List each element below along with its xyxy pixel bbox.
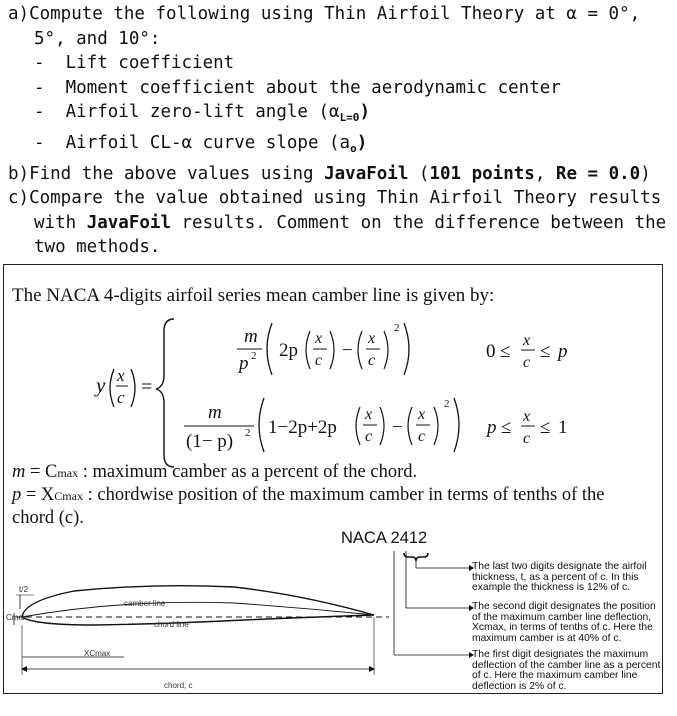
eq-cond1-le: ≤ — [500, 341, 511, 362]
eq-row2-x2: x — [418, 406, 426, 423]
eq-cond2-le: ≤ — [501, 417, 512, 438]
eq-row2-sq: 2 — [245, 427, 251, 439]
digits-brace — [404, 553, 428, 561]
eq-row1-x: x — [315, 330, 323, 347]
eq-row1-c: c — [315, 352, 323, 369]
eq-cond1-x: x — [523, 332, 531, 349]
bullet-item: - Airfoil zero-lift angle $(\alpha_{L=0})$ — [34, 102, 370, 125]
camber-line — [22, 602, 374, 617]
eq-y: y — [96, 373, 106, 397]
bullet-item: - Lift coefficient — [34, 53, 235, 74]
eq-row2-c: c — [365, 428, 373, 445]
eq-row1-sq2: 2 — [394, 322, 400, 334]
eq-cond2-x: x — [523, 408, 531, 425]
eq-cond2-le2: ≤ — [540, 417, 551, 438]
eq-row2-m: m — [208, 402, 222, 423]
eq-row2-sq2: 2 — [444, 398, 450, 410]
label-t-half: t/2 — [19, 585, 28, 594]
eq-row1-sq: 2 — [251, 350, 257, 362]
eq-x: x — [117, 366, 125, 385]
eq-cond1-p: p — [558, 341, 568, 362]
eq-row1-x2: x — [368, 330, 376, 347]
note-thickness: The last two digits designate the airfoil thickness, t, as a percent of c. In this example the thickness is 12% of c. — [472, 561, 647, 594]
airfoil-outline — [22, 586, 374, 625]
naca-title: NACA 2412 — [341, 529, 428, 547]
def-m: m = Cmax : maximum camber as a percent of the chord. — [12, 462, 418, 482]
naca-info-box — [3, 264, 663, 694]
question-b: b)Find the above values using JavaFoil (101 points, Re = 0.0) — [8, 163, 651, 184]
question-c-line1: c)Compare the value obtained using Thin Airfoil Theory results — [8, 188, 662, 209]
eq-row2-minus: − — [392, 417, 403, 438]
eq-cond2-c: c — [523, 430, 531, 447]
eq-row1-2p: 2p — [279, 340, 298, 361]
label-chord-line: chord line — [154, 620, 189, 629]
def-p: p = XCmax : chordwise position of the maximum camber in terms of tenths of the — [12, 485, 605, 505]
eq-row1-p: p — [239, 353, 249, 374]
def-p-line2: chord (c). — [12, 508, 84, 528]
eq-cond2-p: p — [487, 417, 497, 438]
eq-cond1-c: c — [523, 354, 531, 371]
eq-c: c — [117, 388, 125, 407]
eq-cond2-1: 1 — [558, 417, 568, 438]
bullet-item: - Airfoil CL-α curve slope $(a_o)$ — [34, 132, 368, 155]
eq-row1-c2: c — [368, 352, 376, 369]
eq-row2-x: x — [365, 406, 373, 423]
eq-cond1-le2: ≤ — [540, 341, 551, 362]
eq-row2-c2: c — [418, 428, 426, 445]
question-a-line1: a)Compute the following using Thin Airfoil Theory at α = 0°, — [8, 4, 641, 24]
box-intro: The NACA 4-digits airfoil series mean camber line is given by: — [12, 285, 495, 306]
questions-block — [8, 2, 673, 260]
note-camber: The first digit designates the maximum deflection of the camber line as a percent of c. Here the maximum camber line deflection is 2% of c. — [472, 649, 661, 692]
eq-row1-m: m — [244, 326, 258, 347]
eq-equals: = — [141, 376, 153, 398]
note-position: The second digit designates the position of the maximum camber line deflection, Xcmax, in terms of tenths of c. Here the maximum camber is at 40% of c. — [472, 601, 656, 644]
eq-cond1-0: 0 — [486, 341, 496, 362]
label-camber-line: camber line — [124, 599, 166, 608]
eq-row2-expr: 1−2p+2p — [268, 417, 337, 438]
label-cmax: Cmax — [6, 613, 27, 622]
eq-row2-den: (1− p) — [186, 431, 234, 452]
question-c-line2: with JavaFoil results. Comment on the difference between the — [34, 212, 667, 233]
question-a-line2: 5°, and 10°: — [34, 28, 161, 49]
label-xcmax: XCmax — [84, 649, 111, 658]
bullet-item: - Moment coefficient about the aerodynamic center — [34, 77, 561, 98]
label-chord: chord, c — [164, 681, 193, 690]
eq-row1-minus: − — [342, 340, 353, 361]
question-c-line3: two methods. — [34, 237, 161, 258]
